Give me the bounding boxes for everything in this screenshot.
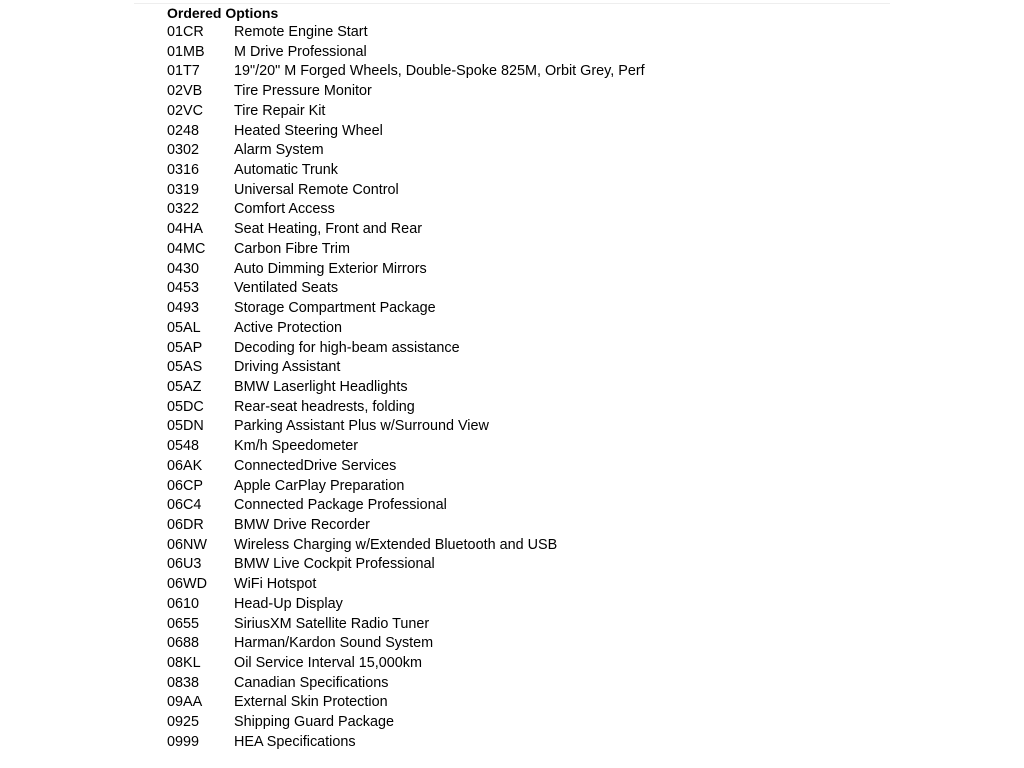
option-code: 05AL <box>167 319 201 336</box>
option-row <box>167 713 887 733</box>
option-row <box>167 437 887 457</box>
option-code: 0453 <box>167 280 200 297</box>
option-row <box>167 43 887 63</box>
option-description: Seat Heating, Front and Rear <box>234 221 422 238</box>
option-description: BMW Live Cockpit Professional <box>234 556 435 573</box>
option-description: Shipping Guard Package <box>234 714 395 731</box>
section-heading: Ordered Options <box>167 5 279 21</box>
option-code: 06DR <box>167 516 204 533</box>
option-row <box>167 279 887 299</box>
option-description: Oil Service Interval 15,000km <box>234 655 422 671</box>
option-row <box>167 260 887 280</box>
option-description: Remote Engine Start <box>234 24 368 40</box>
option-row <box>167 378 887 398</box>
option-code: 01MB <box>167 43 205 60</box>
option-description: Wireless Charging w/Extended Bluetooth and USB <box>234 536 558 553</box>
option-code: 05DC <box>167 398 204 415</box>
option-description: Km/h Speedometer <box>234 438 358 455</box>
option-row <box>167 181 887 201</box>
option-code: 08KL <box>167 655 201 671</box>
option-row <box>167 62 887 82</box>
option-description: Decoding for high-beam assistance <box>234 339 460 356</box>
option-code: 0302 <box>167 142 200 159</box>
option-code: 02VC <box>167 102 203 119</box>
option-row <box>167 102 887 122</box>
option-description: WiFi Hotspot <box>234 576 317 593</box>
option-code: 0610 <box>167 595 200 612</box>
option-row <box>167 457 887 477</box>
option-code: 0322 <box>167 201 200 218</box>
option-code: 04MC <box>167 240 206 257</box>
option-row <box>167 299 887 319</box>
option-code: 0319 <box>167 181 200 198</box>
option-code: 0925 <box>167 714 200 731</box>
option-row <box>167 477 887 497</box>
option-code: 06U3 <box>167 556 202 573</box>
option-code: 01CR <box>167 24 204 40</box>
option-row <box>167 693 887 713</box>
option-code: 0493 <box>167 300 200 317</box>
option-code: 02VB <box>167 83 203 100</box>
option-description: Parking Assistant Plus w/Surround View <box>234 418 489 435</box>
option-description: Canadian Specifications <box>234 674 389 691</box>
option-code: 06NW <box>167 536 207 553</box>
option-row <box>167 161 887 181</box>
options-list <box>167 23 887 753</box>
option-description: M Drive Professional <box>234 43 367 60</box>
option-description: Ventilated Seats <box>234 280 339 297</box>
option-row <box>167 516 887 536</box>
option-code: 0316 <box>167 162 200 179</box>
option-row <box>167 536 887 556</box>
option-description: Tire Pressure Monitor <box>234 83 372 100</box>
option-row <box>167 417 887 437</box>
option-code: 05AP <box>167 339 203 356</box>
option-description: Apple CarPlay Preparation <box>234 477 405 494</box>
option-code: 0548 <box>167 438 200 455</box>
option-row <box>167 82 887 102</box>
option-code: 05DN <box>167 418 204 435</box>
option-description: Automatic Trunk <box>234 162 338 179</box>
option-description: 19"/20" M Forged Wheels, Double-Spoke 825M, Orbit Grey, Perf <box>234 63 645 80</box>
option-description: SiriusXM Satellite Radio Tuner <box>234 615 430 632</box>
option-row <box>167 654 887 674</box>
option-description: Tire Repair Kit <box>234 102 326 119</box>
option-row <box>167 398 887 418</box>
option-row <box>167 220 887 240</box>
option-description: Auto Dimming Exterior Mirrors <box>234 260 427 277</box>
option-description: Connected Package Professional <box>234 497 447 514</box>
option-row <box>167 358 887 378</box>
option-description: External Skin Protection <box>234 694 388 711</box>
option-code: 05AZ <box>167 378 202 395</box>
option-row <box>167 615 887 635</box>
option-row <box>167 240 887 260</box>
option-code: 0248 <box>167 122 200 139</box>
option-row <box>167 200 887 220</box>
option-description: Driving Assistant <box>234 359 341 376</box>
option-description: Head-Up Display <box>234 595 343 612</box>
option-code: 09AA <box>167 694 203 711</box>
option-row <box>167 674 887 694</box>
option-code: 04HA <box>167 221 203 238</box>
option-code: 0838 <box>167 674 200 691</box>
option-description: ConnectedDrive Services <box>234 457 397 474</box>
option-description: BMW Laserlight Headlights <box>234 378 408 395</box>
option-code: 06CP <box>167 477 203 494</box>
ordered-options-section <box>167 4 887 753</box>
option-row <box>167 555 887 575</box>
option-code: 01T7 <box>167 63 200 80</box>
option-description: HEA Specifications <box>234 733 356 750</box>
option-description: Carbon Fibre Trim <box>234 240 350 257</box>
option-description: Universal Remote Control <box>234 181 399 198</box>
option-description: Harman/Kardon Sound System <box>234 635 434 652</box>
option-description: Active Protection <box>234 319 342 336</box>
option-code: 0688 <box>167 635 200 652</box>
option-row <box>167 23 887 43</box>
option-row <box>167 496 887 516</box>
option-row <box>167 595 887 615</box>
option-description: Storage Compartment Package <box>234 300 436 317</box>
option-description: Rear-seat headrests, folding <box>234 398 415 415</box>
option-description: BMW Drive Recorder <box>234 516 370 533</box>
option-code: 0655 <box>167 615 200 632</box>
option-code: 05AS <box>167 359 203 376</box>
option-row <box>167 319 887 339</box>
option-code: 06WD <box>167 576 207 593</box>
option-description: Alarm System <box>234 142 324 159</box>
option-row <box>167 339 887 359</box>
option-row <box>167 733 887 753</box>
option-description: Heated Steering Wheel <box>234 122 383 139</box>
option-code: 0430 <box>167 260 200 277</box>
option-row <box>167 122 887 142</box>
option-code: 06AK <box>167 457 203 474</box>
option-code: 0999 <box>167 733 200 750</box>
option-row <box>167 575 887 595</box>
option-description: Comfort Access <box>234 201 335 218</box>
option-code: 06C4 <box>167 497 202 514</box>
option-row <box>167 634 887 654</box>
option-row <box>167 141 887 161</box>
